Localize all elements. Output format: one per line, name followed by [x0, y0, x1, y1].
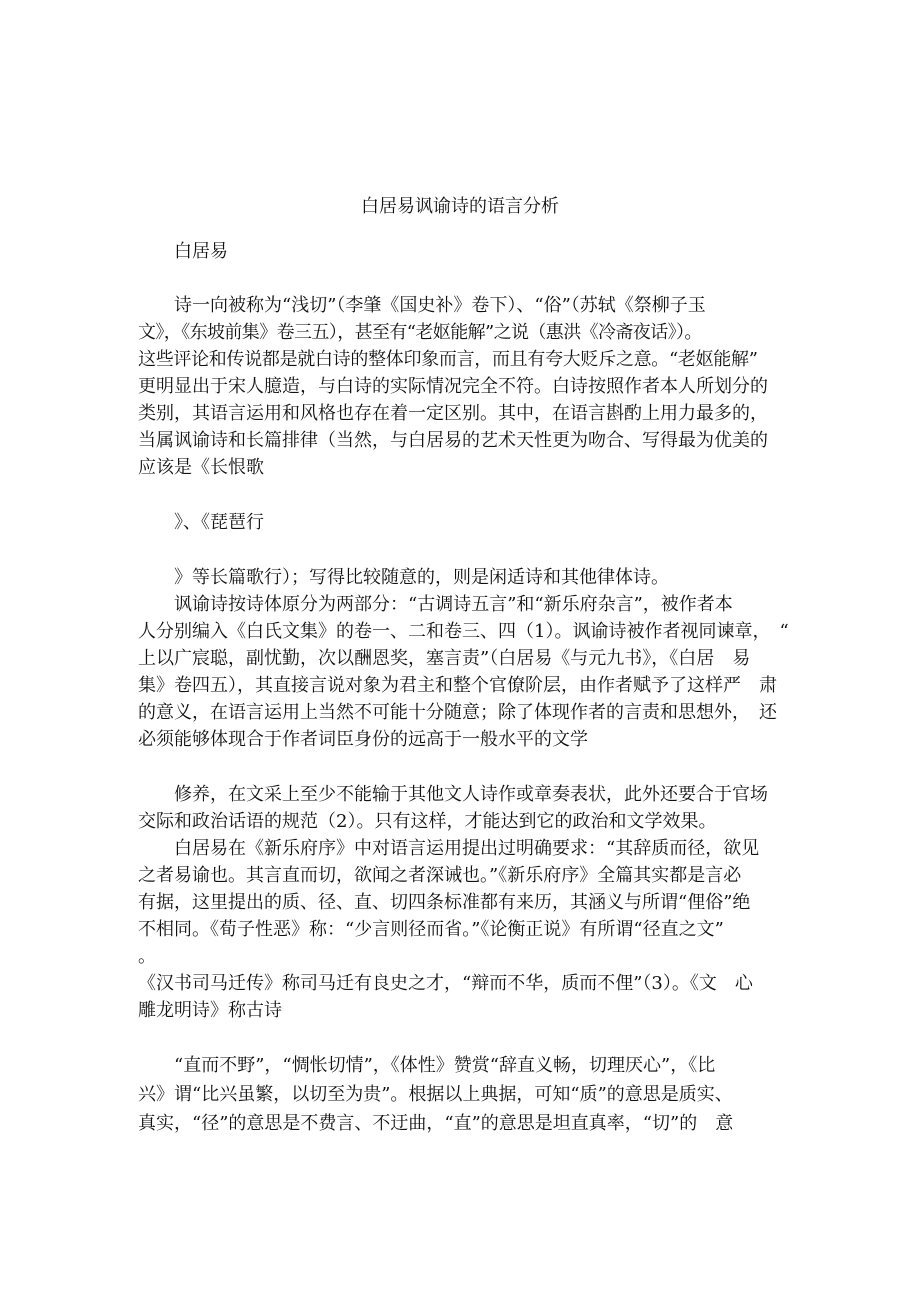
document-title: 白居易讽谕诗的语言分析	[361, 196, 559, 217]
text-line: 有据，这里提出的质、径、直、切四条标准都有来历，其涵义与所谓“俚俗”绝	[138, 892, 751, 913]
text-line: 讽谕诗按诗体原分为两部分：“古调诗五言”和“新乐府杂言”，被作者本	[174, 594, 733, 615]
text-line: 不相同。《荀子性恶》称：“少言则径而省。”《论衡正说》有所谓“径直之文”	[138, 919, 724, 940]
text-line: 白居易在《新乐府序》中对语言运用提出过明确要求：“其辞质而径，欲见	[174, 838, 760, 859]
text-line: 必须能够体现合于作者词臣身份的远高于一般水平的文学	[138, 729, 588, 750]
text-line: 集》卷四五），其直接言说对象为君主和整个官僚阶层，由作者赋予了这样严 肃	[138, 675, 777, 696]
text-line: “直而不野”，“惆怅切情”，《体性》赞赏“辞直义畅，切理厌心”，《比	[174, 1055, 716, 1076]
author-line: 白居易	[174, 241, 228, 262]
text-line: 修养，在文采上至少不能输于其他文人诗作或章奏表状，此外还要合于官场	[174, 784, 768, 805]
text-line: 当属讽谕诗和长篇排律（当然，与白居易的艺术天性更为吻合、写得最为优美的	[138, 430, 768, 451]
text-line: 这些评论和传说都是就白诗的整体印象而言，而且有夸大贬斥之意。“老妪能解”	[138, 349, 758, 370]
text-line: 上以广宸聪，副忧勤，次以酬恩奖，塞言责”（白居易《与元九书》，《白居 易	[138, 648, 751, 669]
text-line: 》等长篇歌行）；写得比较随意的，则是闲适诗和其他律体诗。	[174, 567, 669, 588]
text-line: 应该是《长恨歌	[138, 457, 264, 478]
text-line: 诗一向被称为“浅切”（李肇《国史补》卷下）、“俗”（苏轼《祭柳子玉	[174, 295, 706, 316]
text-line: 的意义，在语言运用上当然不可能十分随意；除了体现作者的言责和思想外， 还	[138, 702, 777, 723]
text-line: 文》，《东坡前集》卷三五），甚至有“老妪能解”之说（惠洪《冷斋夜话》）。	[138, 322, 702, 343]
text-line: 人分别编入《白氏文集》的卷一、二和卷三、四（1）。讽谕诗被作者视同谏章， “	[138, 621, 789, 642]
text-line: 《汉书司马迁传》称司马迁有良史之才，“辩而不华，质而不俚”（3）。《文 心	[138, 973, 753, 994]
text-line: 更明显出于宋人臆造，与白诗的实际情况完全不符。白诗按照作者本人所划分的	[138, 376, 768, 397]
text-line: 兴》谓“比兴虽繁，以切至为贵”。根据以上典据，可知“质”的意思是质实、	[138, 1084, 733, 1105]
text-line: 。	[138, 946, 156, 967]
text-line: 之者易谕也。其言直而切，欲闻之者深诫也。”《新乐府序》全篇其实都是言必	[138, 865, 742, 886]
text-line: 雕龙明诗》称古诗	[138, 1000, 282, 1021]
text-line: 类别，其语言运用和风格也存在着一定区别。其中，在语言斟酌上用力最多的，	[138, 403, 768, 424]
text-line: 》、《琵琶行	[174, 512, 264, 533]
text-line: 真实，“径”的意思是不费言、不迂曲，“直”的意思是坦直真率，“切”的 意	[138, 1113, 734, 1134]
text-line: 交际和政治话语的规范（2）。只有这样，才能达到它的政治和文学效果。	[138, 811, 717, 832]
